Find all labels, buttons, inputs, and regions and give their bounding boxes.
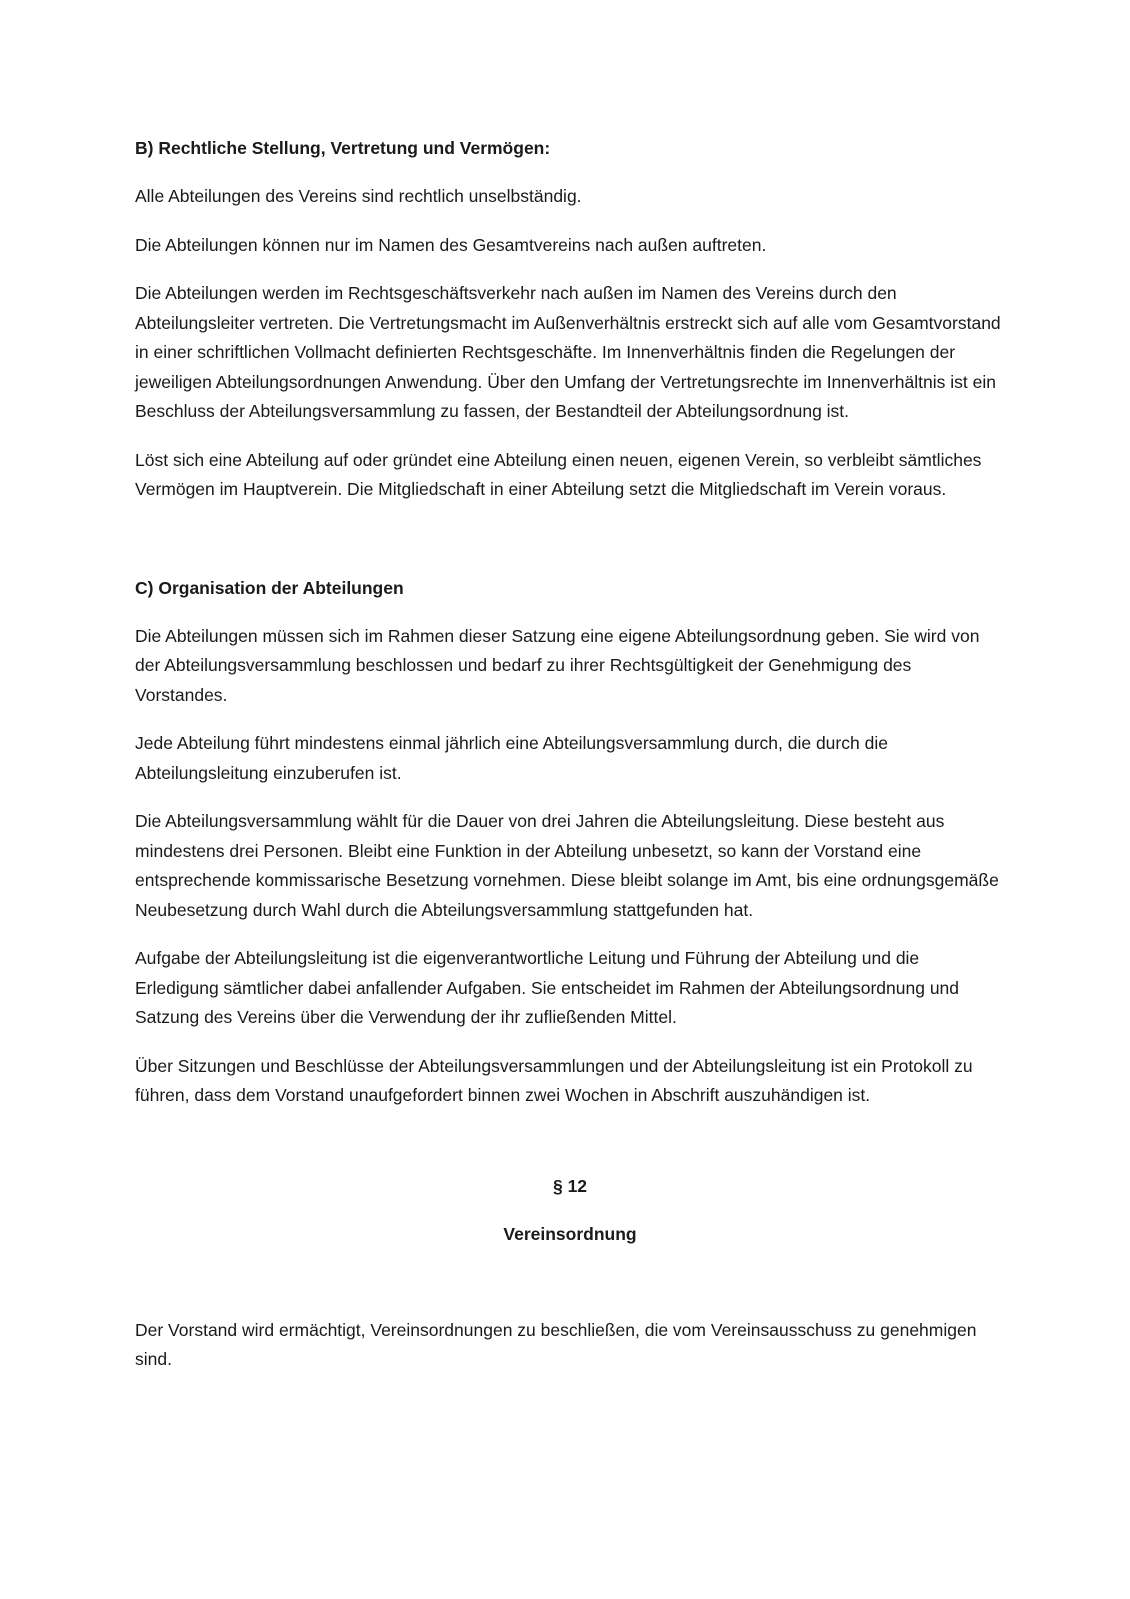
section-b-heading: B) Rechtliche Stellung, Vertretung und Vermögen: [135,138,551,158]
section-c-paragraph-4: Aufgabe der Abteilungsleitung ist die eigenverantwortliche Leitung und Führung der Abteilung und die Erledigung sämtlicher dabei anfallender Aufgaben. Sie entscheidet im Rahmen der Abteilungsordnung und Satzung des Vereins über die Verwendung der ihr zufließenden Mittel. [135,948,960,1027]
section-spacer [135,1130,1005,1172]
section-c [135,574,1005,1111]
section-b [135,134,1005,505]
section-b-paragraph-4: Löst sich eine Abteilung auf oder gründet eine Abteilung einen neuen, eigenen Verein, so verbleibt sämtliches Vermögen im Hauptverein. Die Mitgliedschaft in einer Abteilung setzt die Mitgliedschaft im Verein voraus. [135,449,982,499]
section-b-paragraph-2: Die Abteilungen können nur im Namen des Gesamtvereins nach außen auftreten. [135,234,767,255]
section-c-paragraph-5: Über Sitzungen und Beschlüsse der Abteilungsversammlungen und der Abteilungsleitung ist ein Protokoll zu führen, dass dem Vorstand unaufgefordert binnen zwei Wochen in Abschrift auszuhändigen ist. [135,1055,973,1105]
section-number: § 12 [552,1175,588,1196]
section-b-paragraph-1: Alle Abteilungen des Vereins sind rechtlich unselbständig. [135,186,582,206]
section-c-heading: C) Organisation der Abteilungen [135,577,404,598]
section-spacer [135,524,1005,574]
page-content [135,134,1005,1394]
section-title: Vereinsordnung [503,1223,637,1244]
section-spacer [135,1268,1005,1316]
section-c-paragraph-3: Die Abteilungsversammlung wählt für die Dauer von drei Jahren die Abteilungsleitung. Diese besteht aus mindestens drei Personen. Bleibt eine Funktion in der Abteilung unbesetzt, so kann der Vorstand eine entsprechende kommissarische Besetzung vornehmen. Diese bleibt solange im Amt, bis eine ordnungsgemäße Neubesetzung durch Wahl durch die Abteilungsversammlung stattgefunden hat. [135,811,999,920]
section-b-paragraph-3: Die Abteilungen werden im Rechtsgeschäftsverkehr nach außen im Namen des Vereins durch den Abteilungsleiter vertreten. Die Vertretungsmacht im Außenverhältnis erstreckt sich auf alle vom Gesamtvorstand in einer schriftlichen Vollmacht definierten Rechtsgeschäfte. Im Innenverhältnis finden die Regelungen der jeweiligen Abteilungsordnungen Anwendung. Über den Umfang der Vertretungsrechte im Innenverhältnis ist ein Beschluss der Abteilungsversammlung zu fassen, der Bestandteil der Abteilungsordnung ist. [135,283,1001,421]
section-c-paragraph-2: Jede Abteilung führt mindestens einmal jährlich eine Abteilungsversammlung durch, die durch die Abteilungsleitung einzuberufen ist. [135,733,888,783]
section-c-paragraph-1: Die Abteilungen müssen sich im Rahmen dieser Satzung eine eigene Abteilungsordnung geben. Sie wird von der Abteilungsversammlung beschlossen und bedarf zu ihrer Rechtsgültigkeit der Genehmigung des Vorstandes. [135,625,980,705]
section-12 [135,1172,1005,1375]
section-12-paragraph-1: Der Vorstand wird ermächtigt, Vereinsordnungen zu beschließen, die vom Vereinsausschuss zu genehmigen sind. [135,1319,977,1369]
